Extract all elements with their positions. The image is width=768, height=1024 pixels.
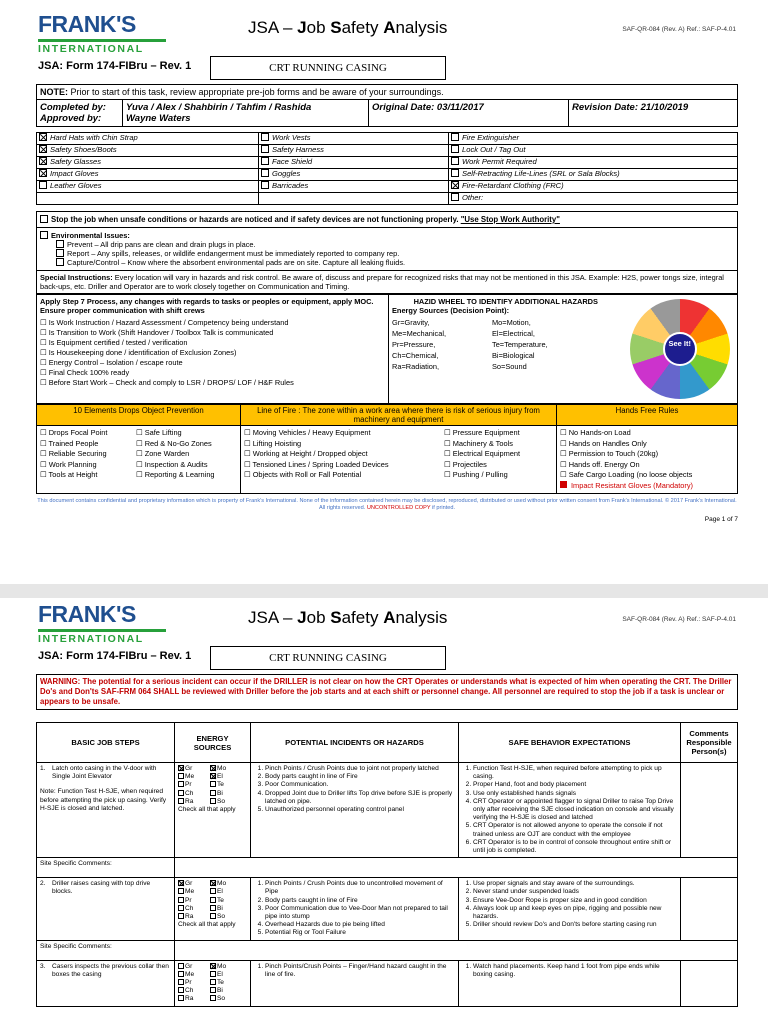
energy-source: Ra=Radiation, So=Sound	[392, 362, 527, 371]
checkbox[interactable]	[210, 765, 216, 771]
comments-cell[interactable]	[681, 878, 738, 940]
ppe-item[interactable]: Barricades	[259, 181, 449, 193]
energy-checkbox[interactable]: Ch	[178, 905, 210, 913]
hazid-section: HAZID WHEEL TO IDENTIFY ADDITIONAL HAZARDS Energy Sources (Decision Point): Gr=Gravity, Mo=Motion, Me=Mechanical, El=Electrical, Pr=Pressure, Te=Temperature, Ch=Chemical, Bi=Biological Ra=Radiation, So=Sound	[389, 295, 623, 404]
page-number: Page 1 of 7	[704, 516, 738, 523]
ppe-item[interactable]: Safety Shoes/Boots	[37, 145, 259, 157]
checklist-item[interactable]: ☐ Drops Focal Point	[40, 428, 108, 437]
comments-cell[interactable]	[681, 763, 738, 858]
checklist-item[interactable]: ☐ Machinery & Tools	[444, 438, 513, 448]
checklist-item[interactable]: ☐ Inspection & Audits	[136, 459, 208, 469]
checkbox[interactable]	[210, 790, 216, 796]
checklist-item[interactable]: ☐ Is Equipment certified / tested / verification	[40, 338, 188, 347]
energy-checkbox[interactable]: So	[210, 913, 242, 921]
checklist-item[interactable]: ☐ Is Transition to Work (Shift Handover / Toolbox Talk is communicated	[40, 328, 274, 337]
energy-checkbox[interactable]: Mo	[210, 765, 242, 773]
energy-checkbox[interactable]: Gr	[178, 765, 210, 773]
task-title: CRT RUNNING CASING	[210, 56, 446, 80]
checkbox[interactable]	[39, 133, 47, 141]
checkbox[interactable]	[210, 888, 216, 894]
checkbox[interactable]	[178, 971, 184, 977]
checklist-item[interactable]: ☐ No Hands-on Load	[560, 428, 631, 437]
ppe-row	[37, 193, 738, 205]
ppe-item[interactable]: Lock Out / Tag Out	[449, 145, 738, 157]
energy-sources: Gr Mo Me El Pr Te Ch Bi Ra So Check all that apply	[175, 878, 251, 940]
page-header	[36, 600, 738, 646]
ppe-item[interactable]	[259, 193, 449, 205]
environmental-issues: Environmental Issues: Prevent – All drip pans are clean and drain plugs in place. Report – Any spills, releases, or wildlife endangerment must be immediately reported to company rep. Capture/Control – Know where the absorbent environmental pads are on site. Capture all leaking fluids.	[37, 228, 738, 271]
checklist-item[interactable]: ☐ Red & No-Go Zones	[136, 438, 212, 448]
form-id: JSA: Form 174-FIBru – Rev. 1	[38, 60, 192, 72]
job-step: 3. Casers inspects the previous collar then boxes the casing	[37, 960, 175, 1006]
checklist-item[interactable]: ☐ Reliable Securing	[40, 449, 107, 458]
ppe-item[interactable]	[37, 193, 259, 205]
safe-behaviors: 1. Use proper signals and stay aware of the surroundings. 2. Never stand under suspended loads 3. Ensure Vee-Door Rope is proper size and in good condition 4. Always look up and keep eyes on pipe, rigging and possible new hazards. 5. Driller should review Do's and Don'ts before starting casing run	[459, 878, 681, 940]
checkbox[interactable]	[178, 888, 184, 894]
energy-checkbox[interactable]: Mo	[210, 880, 242, 888]
checkbox[interactable]	[178, 987, 184, 993]
energy-sources: Gr Mo Me El Pr Te Ch Bi Ra So Check all that apply	[175, 763, 251, 858]
energy-checkbox[interactable]: Pr	[178, 897, 210, 905]
document-title: JSA – Job Safety Analysis	[248, 608, 448, 627]
checkbox[interactable]	[261, 145, 269, 153]
checklist-item[interactable]: ☐ Work Planning	[40, 459, 97, 469]
env-checkbox[interactable]	[40, 231, 48, 239]
checkbox[interactable]	[178, 765, 184, 771]
checklist-item[interactable]: ☐ Safe Cargo Loading (no loose objects	[560, 470, 693, 479]
ppe-item[interactable]: Fire-Retardant Clothing (FRC)	[449, 181, 738, 193]
energy-source: Me=Mechanical, El=Electrical,	[392, 329, 535, 338]
site-comments-row: Site Specific Comments:	[37, 858, 738, 878]
checkbox[interactable]	[451, 145, 459, 153]
ppe-item[interactable]: Fire Extinguisher	[449, 133, 738, 145]
site-comments-input[interactable]	[175, 858, 738, 878]
checkbox[interactable]	[210, 963, 216, 969]
checkbox[interactable]	[261, 181, 269, 189]
completed-by-value: Yuva / Alex / Shahbirin / Tahfim / Rashida Wayne Waters	[123, 100, 369, 127]
step7-hazid-table	[36, 294, 738, 404]
checkbox[interactable]	[178, 905, 184, 911]
checklist-item[interactable]: ☐ Working at Height / Dropped object	[244, 449, 368, 458]
energy-source: Pr=Pressure, Te=Temperature,	[392, 340, 548, 349]
checklist-item[interactable]: ☐ Moving Vehicles / Heavy Equipment	[244, 428, 371, 437]
checkbox[interactable]	[178, 963, 184, 969]
checklist-item[interactable]: ☐ Trained People	[40, 438, 99, 448]
energy-checkbox[interactable]: Gr	[178, 963, 210, 971]
checkbox[interactable]	[178, 798, 184, 804]
safe-behaviors: 1. Watch hand placements. Keep hand 1 foot from pipe ends while boxing casing.	[459, 960, 681, 1006]
ppe-item[interactable]: Work Vests	[259, 133, 449, 145]
checkbox[interactable]	[210, 905, 216, 911]
energy-checkbox[interactable]: Me	[178, 971, 210, 979]
task-title: CRT RUNNING CASING	[210, 646, 446, 670]
safe-behaviors: 1. Function Test H-SJE, when required before attempting to pick up casing. 2. Proper Hand, foot and body placement 3. Use only established hands signals 4. CRT Operator or appointed flagger to signal Driller to raise Top Drive only after receiving the SJE closed indication on console and visually verifying the H-SJE is closed and latched 5. CRT Operator is not allowed anyone to operate the console if not trained unless are OJT are conduct with the employee 6. CRT Operator is to be in control of console throughout entire shift or until job is completed.	[459, 763, 681, 858]
energy-checkbox[interactable]: Te	[210, 897, 242, 905]
form-id: JSA: Form 174-FIBru – Rev. 1	[38, 650, 192, 662]
info-table: NOTE: Prior to start of this task, review appropriate pre-job forms and be aware of your surroundings. Completed by: Approved by: Yuva / Alex / Shahbirin / Tahfim / Rashida Wayne Waters Original Date: 03/11/2017 Revision Date: 21/10/2019	[36, 84, 738, 127]
page-header	[36, 10, 738, 56]
ppe-item[interactable]: Safety Harness	[259, 145, 449, 157]
checklist-item[interactable]: ☐ Pushing / Pulling	[444, 470, 508, 479]
checklist-item[interactable]: ☐ Reporting & Learning	[136, 470, 215, 479]
energy-checkbox[interactable]: Me	[178, 888, 210, 896]
checkbox[interactable]	[210, 913, 216, 919]
document-title: JSA – Job Safety Analysis	[248, 18, 448, 37]
ppe-item[interactable]: Goggles	[259, 169, 449, 181]
energy-checkbox[interactable]: Bi	[210, 905, 242, 913]
franks-logo: FRANK'S INTERNATIONAL	[38, 12, 168, 55]
stop-work-checkbox[interactable]	[40, 215, 48, 223]
energy-checkbox[interactable]: Te	[210, 781, 242, 789]
checklist-item[interactable]: ☐ Hands off. Energy On	[560, 459, 640, 469]
checkbox[interactable]	[451, 133, 459, 141]
jsa-steps-table: BASIC JOB STEPS ENERGY SOURCES POTENTIAL INCIDENTS OR HAZARDS SAFE BEHAVIOR EXPECTATIONS Comments Responsible Person(s) 1. Latch onto casing in the V-door with Single Joint Elevator Note: Function Test H-SJE, when required before attempting the pick up casing. Verify H-SJE is closed and latched. Gr Mo Me El Pr Te Ch Bi Ra So Check all that apply 1. Pinch Points / Crush Points due to joint not properly latched 2. Body parts caught in line of Fire 3. Poor Communication. 4. Dropped Joint due to Driller lifts Top drive before SJE is properly latched on pipe. 5. Unauthorized personnel operating control panel 1. Function Test H-SJE, when required before attempting to pick up casing. 2. Proper Hand, foot and body placement 3. Use only established hands signals 4. CRT Operator or appointed flagger to signal Driller to raise Top Drive only after receiving the SJE closed indication on console and visually verifying the H-SJE is closed and latched 5. CRT Operator is not allowed anyone to operate the console if not trained unless are OJT are conduct with the employee 6. CRT Operator is to be in control of console throughout entire shift or until job is completed. Site Specific Comments: 2. Driller raises casing with top drive blocks. Gr Mo Me El Pr Te Ch Bi Ra So Check all that apply 1. Pinch Points / Crush Points due to uncontrolled movement of Pipe 2. Body parts caught in line of Fire 3. Poor Communication due to Vee-Door Man not prepared to tail pipe into stump 4. Overhead Hazards due to pie being lifted 5. Potential Rig or Tool Failure 1. Use proper signals and stay aware of the surroundings. 2. Never stand under suspended loads 3. Ensure Vee-Door Rope is proper size and in good condition 4. Always look up and keep eyes on pipe, rigging and possible new hazards. 5. Driller should review Do's and Don'ts before starting casing run Site Specific Comments: 3. Casers inspects the previous collar then boxes the casing Gr Mo Me El Pr Te Ch Bi Ra So 1. Pinch Points/Crush Points – Finger/Hand hazard caught in the line of fire. 1. Watch hand placements. Keep hand 1 foot from pipe ends while boxing casing.	[36, 722, 738, 1007]
ppe-item[interactable]: Safety Glasses	[37, 157, 259, 169]
special-instructions: Special Instructions: Every location will vary in hazards and risk control. Be aware of, discuss and prepare for recognized risks that may not be mentioned in this JSA. Example: H2S, power tongs size, integral back-ups, etc. Driller and Operator are to work closely together on Communication and Timing.	[37, 271, 738, 294]
job-step: 2. Driller raises casing with top drive blocks.	[37, 878, 175, 940]
checkbox[interactable]	[210, 987, 216, 993]
energy-checkbox[interactable]: Ra	[178, 913, 210, 921]
original-date: Original Date: 03/11/2017	[369, 100, 569, 127]
site-comments-input[interactable]	[175, 940, 738, 960]
checklist-item[interactable]: ☐ Is Housekeeping done / identification of Exclusion Zones)	[40, 348, 237, 357]
checkbox[interactable]	[210, 781, 216, 787]
comments-cell[interactable]	[681, 960, 738, 1006]
energy-checkbox[interactable]: Bi	[210, 987, 242, 995]
job-step: 1. Latch onto casing in the V-door with Single Joint Elevator Note: Function Test H-SJE, when required before attempting the pick up casing. Verify H-SJE is closed and latched.	[37, 763, 175, 858]
jsa-step-row	[37, 878, 738, 940]
prevention-table: 10 Elements Drops Object Prevention Line of Fire : The zone within a work area where there is risk of serious injury from machinery and equipment Hands Free Rules ☐ Drops Focal Point ☐ Trained People ☐ Reliable Securing ☐ Work Planning ☐ Tools at Height ☐ Safe Lifting ☐ Red & No-Go Zones ☐ Zone Warden ☐ Inspection & Audits ☐ Reporting & Learning ☐ Moving Vehicles / Heavy Equipment ☐ Lifting Hoisting ☐ Working at Height / Dropped object ☐ Tensioned Lines / Spring Loaded Devices ☐ Objects with Roll or Fall Potential ☐ Pressure Equipment ☐ Machinery & Tools ☐ Electrical Equipment ☐ Projectiles ☐ Pushing / Pulling ☐ No Hands-on Load ☐ Hands on Handles Only ☐ Permission to Touch (20kg) ☐ Hands off. Energy On ☐ Safe Cargo Loading (no loose objects Impact Resistant Gloves (Mandatory)	[36, 404, 738, 494]
energy-checkbox[interactable]: Gr	[178, 880, 210, 888]
ppe-row	[37, 181, 738, 193]
checkbox[interactable]	[451, 169, 459, 177]
potential-hazards: 1. Pinch Points/Crush Points – Finger/Hand hazard caught in the line of fire.	[251, 960, 459, 1006]
energy-checkbox[interactable]: Ra	[178, 798, 210, 806]
warning-box: WARNING: The potential for a serious incident can occur if the DRILLER is not clear on how the CRT Operates or understands what is expected of him when operating the CRT. The Driller Do's and Don'ts SAF-FRM 064 SHALL be reviewed with Driller before the job starts and at each shift or personnel change. All personnel are required to stop the job if a task is unclear or appears to be unsafe.	[36, 674, 738, 710]
ppe-item[interactable]: Self-Retracting Life-Lines (SRL or Sala Blocks)	[449, 169, 738, 181]
checkbox[interactable]	[261, 133, 269, 141]
jsa-step-row	[37, 763, 738, 858]
energy-checkbox[interactable]: El	[210, 888, 242, 896]
potential-hazards: 1. Pinch Points / Crush Points due to joint not properly latched 2. Body parts caught in line of Fire 3. Poor Communication. 4. Dropped Joint due to Driller lifts Top drive before SJE is properly latched on pipe. 5. Unauthorized personnel operating control panel	[251, 763, 459, 858]
revision-date: Revision Date: 21/10/2019	[569, 100, 738, 127]
energy-source: Gr=Gravity, Mo=Motion,	[392, 318, 531, 327]
checklist-item[interactable]: ☐ Energy Control – Isolation / escape route	[40, 358, 183, 367]
checkbox[interactable]	[210, 798, 216, 804]
confidentiality-footer: This document contains confidential and proprietary information which is property of Frank's International. None of the information contained herein may be disclosed, reproduced, distributed or used without prior written consent from Frank's International. © 2017 Frank's International. All rights reserved. UNCONTROLLED COPY if printed.	[37, 498, 737, 511]
checklist-item[interactable]: ☐ Is Work Instruction / Hazard Assessment / Competency being understand	[40, 318, 289, 327]
ppe-item[interactable]: Face Shield	[259, 157, 449, 169]
checkbox[interactable]	[178, 979, 184, 985]
checklist-item[interactable]: ☐ Hands on Handles Only	[560, 438, 647, 448]
checkbox[interactable]	[178, 913, 184, 919]
checklist-item[interactable]: ☐ Objects with Roll or Fall Potential	[244, 470, 362, 479]
stop-work-table: Stop the job when unsafe conditions or hazards are noticed and if safety devices are not functioning properly. "Use Stop Work Authority" Environmental Issues: Prevent – All drip pans are clean and drain plugs in place. Report – Any spills, releases, or wildlife endangerment must be immediately reported to company rep. Capture/Control – Know where the absorbent environmental pads are on site. Capture all leaking fluids. Special Instructions: Every location will vary in hazards and risk control. Be aware of, discuss and prepare for recognized risks that may not be mentioned in this JSA. Example: H2S, power tongs size, integral back-ups, etc. Driller and Operator are to work closely together on Communication and Timing.	[36, 211, 738, 294]
page-2	[36, 600, 738, 1024]
checklist-item[interactable]: ☐ Zone Warden	[136, 449, 190, 458]
checkbox[interactable]	[210, 995, 216, 1001]
checkbox[interactable]	[178, 995, 184, 1001]
checkbox[interactable]	[210, 979, 216, 985]
checklist-item[interactable]: ☐ Projectiles	[444, 459, 487, 469]
checkbox[interactable]	[178, 880, 184, 886]
ppe-item[interactable]: Hard Hats with Chin Strap	[37, 133, 259, 145]
energy-checkbox[interactable]: Pr	[178, 781, 210, 789]
checkbox[interactable]	[39, 157, 47, 165]
checkbox[interactable]	[451, 181, 459, 189]
energy-checkbox[interactable]: El	[210, 773, 242, 781]
energy-checkbox[interactable]: So	[210, 798, 242, 806]
checklist-item[interactable]: ☐ Pressure Equipment	[444, 428, 520, 437]
jsa-step-row	[37, 960, 738, 1006]
energy-checkbox[interactable]: Ch	[178, 790, 210, 798]
checklist-item[interactable]: ☐ Lifting Hoisting	[244, 438, 302, 448]
checkbox[interactable]	[261, 157, 269, 165]
franks-logo: FRANK'S INTERNATIONAL	[38, 602, 168, 645]
checkbox[interactable]	[451, 157, 459, 165]
checklist-item[interactable]: ☐ Electrical Equipment	[444, 449, 521, 458]
checkbox[interactable]	[210, 880, 216, 886]
ppe-checklist	[36, 132, 738, 205]
energy-checkbox[interactable]: So	[210, 995, 242, 1003]
checkbox[interactable]	[39, 145, 47, 153]
energy-checkbox[interactable]: Me	[178, 773, 210, 781]
checkbox[interactable]	[210, 897, 216, 903]
checklist-item[interactable]: ☐ Safe Lifting	[136, 428, 182, 437]
energy-sources	[175, 960, 251, 1006]
checkbox[interactable]	[451, 193, 459, 201]
checklist-item[interactable]: ☐ Before Start Work – Check and comply to LSR / DROPS/ LOF / H&F Rules	[40, 378, 294, 387]
ppe-row	[37, 133, 738, 145]
energy-checkbox[interactable]: Bi	[210, 790, 242, 798]
document-ref: SAF-QR-084 (Rev. A) Ref.: SAF-P-4.01	[622, 26, 736, 33]
checkbox[interactable]	[178, 781, 184, 787]
checkbox[interactable]	[178, 790, 184, 796]
checkbox[interactable]	[261, 169, 269, 177]
potential-hazards: 1. Pinch Points / Crush Points due to uncontrolled movement of Pipe 2. Body parts caught in line of Fire 3. Poor Communication due to Vee-Door Man not prepared to tail pipe into stump 4. Overhead Hazards due to pie being lifted 5. Potential Rig or Tool Failure	[251, 878, 459, 940]
checklist-item[interactable]: ☐ Tensioned Lines / Spring Loaded Devices	[244, 459, 389, 469]
checklist-item[interactable]: ☐ Final Check 100% ready	[40, 368, 130, 377]
energy-checkbox[interactable]: Mo	[210, 963, 242, 971]
ppe-item[interactable]: Leather Gloves	[37, 181, 259, 193]
document-ref: SAF-QR-084 (Rev. A) Ref.: SAF-P-4.01	[622, 616, 736, 623]
checkbox[interactable]	[178, 773, 184, 779]
energy-checkbox[interactable]: Te	[210, 979, 242, 987]
checkbox[interactable]	[210, 773, 216, 779]
energy-source: Ch=Chemical, Bi=Biological	[392, 351, 535, 360]
note-row: NOTE: Prior to start of this task, review appropriate pre-job forms and be aware of your surroundings.	[37, 85, 738, 100]
ppe-row	[37, 157, 738, 169]
page-1	[36, 10, 738, 580]
ppe-item[interactable]: Other:	[449, 193, 738, 205]
checkbox[interactable]	[210, 971, 216, 977]
site-comments-row: Site Specific Comments:	[37, 940, 738, 960]
step7-process: Apply Step 7 Process, any changes with regards to tasks or peoples or equipment, apply MOC. Ensure proper communication with shift crews ☐ Is Work Instruction / Hazard Assessment / Competency being understand ☐ Is Transition to Work (Shift Handover / Toolbox Talk is communicated ☐ Is Equipment certified / tested / verification ☐ Is Housekeeping done / identification of Exclusion Zones) ☐ Energy Control – Isolation / escape route ☐ Final Check 100% ready ☐ Before Start Work – Check and comply to LSR / DROPS/ LOF / H&F Rules	[37, 295, 389, 404]
hazid-wheel-icon: See It!	[630, 299, 730, 399]
energy-checkbox[interactable]: Pr	[178, 979, 210, 987]
checkbox[interactable]	[39, 181, 47, 189]
checkbox[interactable]	[178, 897, 184, 903]
ppe-row	[37, 145, 738, 157]
ppe-row	[37, 169, 738, 181]
ppe-item[interactable]: Impact Gloves	[37, 169, 259, 181]
energy-checkbox[interactable]: Ra	[178, 995, 210, 1003]
checklist-item[interactable]: ☐ Tools at Height	[40, 470, 98, 479]
checkbox[interactable]	[39, 169, 47, 177]
energy-checkbox[interactable]: Ch	[178, 987, 210, 995]
energy-checkbox[interactable]: El	[210, 971, 242, 979]
ppe-item[interactable]: Work Permit Required	[449, 157, 738, 169]
checklist-item[interactable]: ☐ Permission to Touch (20kg)	[560, 449, 659, 458]
